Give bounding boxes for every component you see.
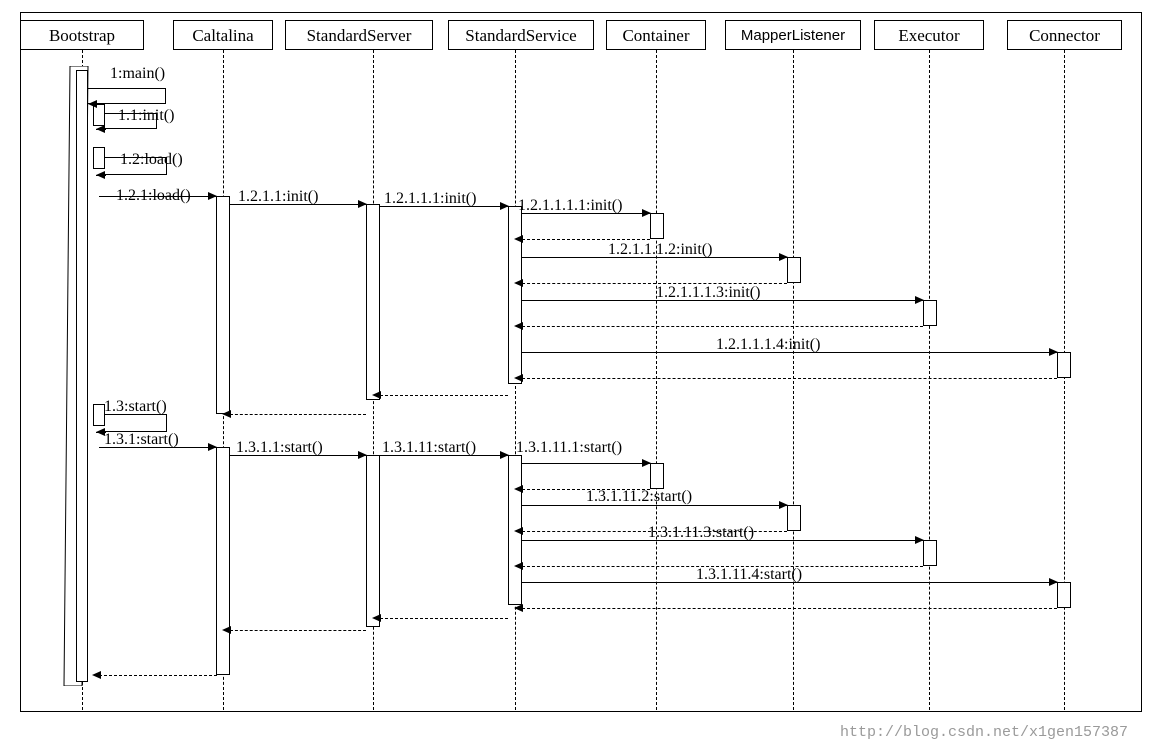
msg-1-3-1-11-2-label: 1.3.1.11.2:start() xyxy=(586,488,693,505)
activation-container-start xyxy=(650,463,664,489)
msg-1-2-return xyxy=(96,175,106,176)
msg-1-3-1-11-1-return-head xyxy=(514,485,523,493)
lifeline-label: Container xyxy=(622,25,690,45)
msg-1-3-label: 1.3:start() xyxy=(104,398,167,415)
lifeline-head-catalina xyxy=(173,20,273,50)
lifeline-label: Connector xyxy=(1029,25,1100,45)
lifeline-head-mapperlistener xyxy=(725,20,861,50)
lifeline-label: StandardService xyxy=(465,25,577,45)
return-service-to-server-init-head xyxy=(372,391,381,399)
msg-1-3-1-11-3-arrowhead xyxy=(915,536,924,544)
activation-standardservice-init xyxy=(508,206,522,384)
msg-1-2-1-1-1-1-arrowhead xyxy=(642,209,651,217)
lifeline-label: MapperListener xyxy=(740,26,846,44)
msg-1-3-1-11-arrowhead xyxy=(500,451,509,459)
msg-1-2-1-1-1-2-return-head xyxy=(514,279,523,287)
msg-1-3-1-11-2-arrowhead xyxy=(779,501,788,509)
return-server-to-catalina-init-head xyxy=(222,410,231,418)
return-server-to-catalina-start xyxy=(230,630,366,631)
lifeline-head-container xyxy=(606,20,706,50)
msg-1-1-return xyxy=(96,129,106,130)
msg-1-3-1-11-1-label: 1.3.1.11.1:start() xyxy=(516,439,623,456)
msg-1-3-1-11-1-arrowhead xyxy=(642,459,651,467)
msg-1-2-1-1-1-3-arrowhead xyxy=(915,296,924,304)
msg-1-2-1-1-1-label: 1.2.1.1.1:init() xyxy=(384,190,477,207)
lifeline-head-standardservice xyxy=(448,20,594,50)
msg-1-2-label: 1.2:load() xyxy=(120,151,183,168)
msg-1-arrowhead xyxy=(88,100,97,108)
msg-1-3-1-11-1-line xyxy=(522,463,650,464)
return-catalina-to-bootstrap-head xyxy=(92,671,101,679)
msg-1-3-1-1-label: 1.3.1.1:start() xyxy=(236,439,323,456)
activation-executor-start xyxy=(923,540,937,566)
lifeline-head-connector xyxy=(1007,20,1122,50)
msg-1-2-1-1-1-1-return xyxy=(522,239,650,240)
msg-1-3-1-11-4-return xyxy=(522,608,1057,609)
activation-container-init xyxy=(650,213,664,239)
msg-1-3-1-11-3-return-head xyxy=(514,562,523,570)
msg-1-3-1-11-4-label: 1.3.1.11.4:start() xyxy=(696,566,803,583)
msg-1-2-1-1-1-4-return xyxy=(522,378,1057,379)
lifeline-label: Executor xyxy=(898,25,960,45)
msg-1-3-1-11-3-label: 1.3.1.11.3:start() xyxy=(648,524,755,541)
msg-1-3-1-11-4-arrowhead xyxy=(1049,578,1058,586)
msg-1-2-1-1-1-4-arrowhead xyxy=(1049,348,1058,356)
lifeline-head-bootstrap xyxy=(20,20,144,50)
lifeline-line-executor xyxy=(929,50,930,710)
lifeline-line-container xyxy=(656,50,657,710)
activation-standardserver-start xyxy=(366,455,380,627)
msg-1-1-label: 1.1:init() xyxy=(118,107,175,124)
msg-1-2-1-1-1-2-label: 1.2.1.1.1.2:init() xyxy=(608,241,713,258)
lifeline-label: StandardServer xyxy=(306,25,412,45)
msg-1-3-1-1-arrowhead xyxy=(358,451,367,459)
activation-connector-init xyxy=(1057,352,1071,378)
lifeline-line-mapperlistener xyxy=(793,50,794,710)
msg-1-2-1-1-1-1-return-head xyxy=(514,235,523,243)
activation-catalina-load xyxy=(216,196,230,414)
activation-connector-start xyxy=(1057,582,1071,608)
activation-standardserver-init xyxy=(366,204,380,400)
msg-1-2-1-1-1-arrowhead xyxy=(500,202,509,210)
msg-1-2-1-1-label: 1.2.1.1:init() xyxy=(238,188,319,205)
msg-1-2-1-arrowhead xyxy=(208,192,217,200)
msg-1-2-1-1-1-1-label: 1.2.1.1.1.1:init() xyxy=(518,197,623,214)
return-server-to-catalina-init xyxy=(230,414,366,415)
lifeline-line-connector xyxy=(1064,50,1065,710)
msg-1-3-1-11-4-return-head xyxy=(514,604,523,612)
activation-catalina-start xyxy=(216,447,230,675)
activation-bootstrap-inner xyxy=(76,70,88,682)
lifeline-head-executor xyxy=(874,20,984,50)
msg-1-label: 1:main() xyxy=(110,65,166,82)
msg-1-2-1-1-arrowhead xyxy=(358,200,367,208)
msg-1-self-box xyxy=(88,88,166,104)
return-catalina-to-bootstrap xyxy=(99,675,217,676)
msg-1-3-1-11-label: 1.3.1.11:start() xyxy=(382,439,477,456)
msg-1-2-1-label: 1.2.1:load() xyxy=(116,187,191,204)
msg-1-2-1-1-1-4-label: 1.2.1.1.1.4:init() xyxy=(716,336,821,353)
msg-1-2-1-1-1-4-return-head xyxy=(514,374,523,382)
return-service-to-server-init xyxy=(380,395,508,396)
activation-mapperlistener-start xyxy=(787,505,801,531)
msg-1-3-1-11-2-return-head xyxy=(514,527,523,535)
msg-1-3-1-arrowhead xyxy=(208,443,217,451)
return-server-to-catalina-start-head xyxy=(222,626,231,634)
msg-1-2-1-1-1-2-arrowhead xyxy=(779,253,788,261)
lifeline-label: Bootstrap xyxy=(48,25,116,45)
msg-1-3-1-11-2-line xyxy=(522,505,787,506)
return-service-to-server-start xyxy=(380,618,508,619)
lifeline-label: Caltalina xyxy=(192,25,254,45)
diagram-border xyxy=(20,12,1142,712)
activation-executor-init xyxy=(923,300,937,326)
activation-mapperlistener-init xyxy=(787,257,801,283)
msg-1-2-1-1-1-3-label: 1.2.1.1.1.3:init() xyxy=(656,284,761,301)
msg-1-3-1-label: 1.3.1:start() xyxy=(104,431,179,448)
activation-bootstrap-load xyxy=(93,147,105,169)
lifeline-head-standardserver xyxy=(285,20,433,50)
msg-1-3-self-box xyxy=(105,414,167,432)
msg-1-2-1-1-1-3-return xyxy=(522,326,923,327)
msg-1-2-1-1-1-3-return-head xyxy=(514,322,523,330)
return-service-to-server-start-head xyxy=(372,614,381,622)
watermark: http://blog.csdn.net/x1gen157387 xyxy=(840,724,1129,741)
